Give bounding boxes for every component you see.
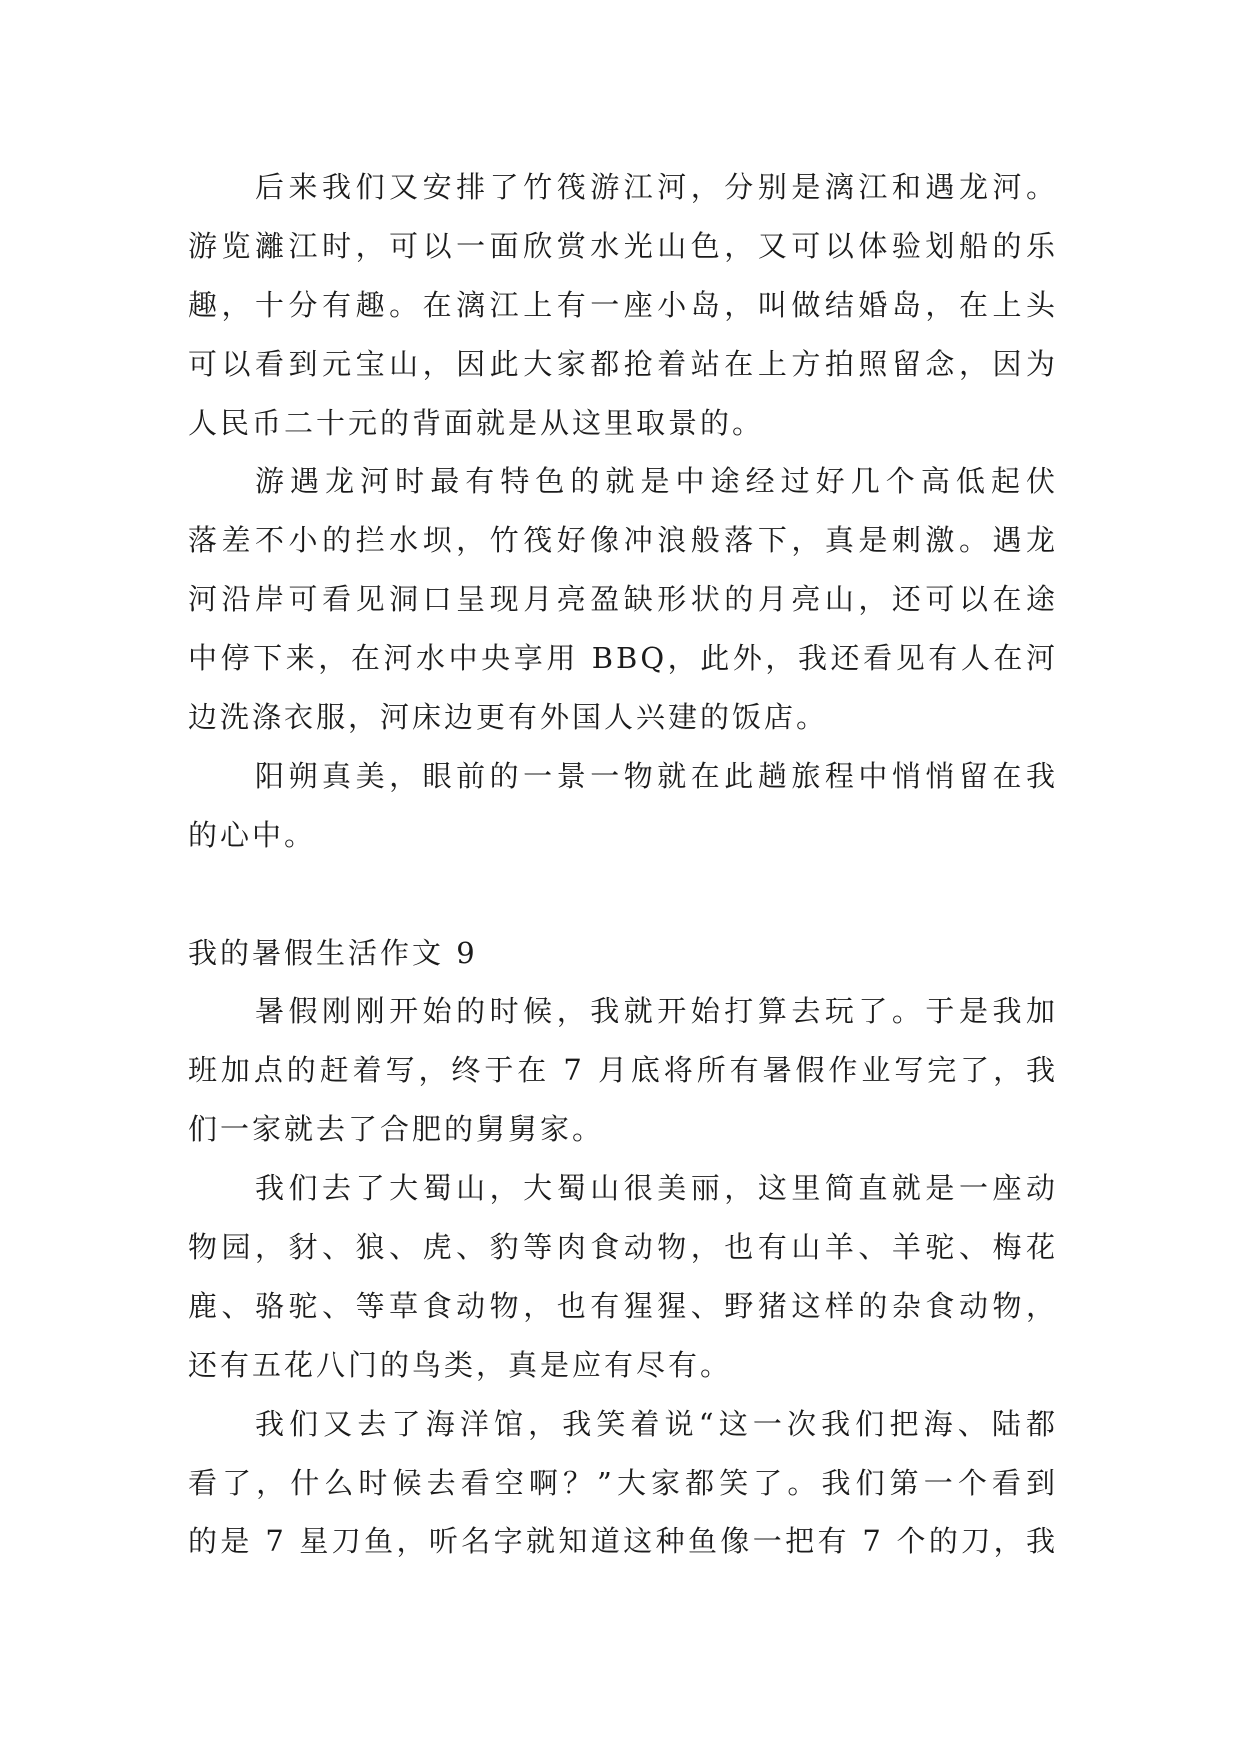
text-line: 中停下来，在河水中央享用 BBQ，此外，我还看见有人在河 [188,641,1058,676]
text-line: 游遇龙河时最有特色的就是中途经过好几个高低起伏 [255,464,1058,499]
paragraph [188,1159,1058,1395]
text-line: 们一家就去了合肥的舅舅家。 [188,1112,605,1147]
text-line: 趣，十分有趣。在漓江上有一座小岛，叫做结婚岛，在上头 [188,287,1058,322]
text-line: 的心中。 [188,817,317,852]
section-title: 我的暑假生活作文 9 [188,935,478,970]
text-line: 可以看到元宝山，因此大家都抢着站在上方拍照留念，因为 [188,346,1058,381]
paragraph [188,982,1058,1159]
text-line: 看了，什么时候去看空啊？”大家都笑了。我们第一个看到 [188,1465,1058,1500]
text-line: 后来我们又安排了竹筏游江河，分别是漓江和遇龙河。 [255,170,1058,204]
text-line: 鹿、骆驼、等草食动物，也有猩猩、野猪这样的杂食动物， [188,1288,1058,1323]
blank-line [188,865,1058,924]
text-line: 的是 7 星刀鱼，听名字就知道这种鱼像一把有 7 个的刀，我 [188,1524,1058,1559]
text-line: 阳朔真美，眼前的一景一物就在此趟旅程中悄悄留在我 [255,758,1058,793]
paragraph [188,747,1058,865]
text-line: 班加点的赶着写，终于在 7 月底将所有暑假作业写完了，我 [188,1053,1058,1088]
text-line: 物园，豺、狼、虎、豹等肉食动物，也有山羊、羊驼、梅花 [188,1230,1058,1265]
text-line: 暑假刚刚开始的时候，我就开始打算去玩了。于是我加 [255,994,1058,1029]
text-line: 人民币二十元的背面就是从这里取景的。 [188,405,765,440]
paragraph [188,158,1058,452]
text-line: 我们去了大蜀山，大蜀山很美丽，这里简直就是一座动 [255,1171,1058,1206]
text-line: 我们又去了海洋馆，我笑着说“这一次我们把海、陆都 [255,1406,1058,1441]
text-line: 落差不小的拦水坝，竹筏好像冲浪般落下，真是刺激。遇龙 [188,523,1058,558]
text-line: 河沿岸可看见洞口呈现月亮盈缺形状的月亮山，还可以在途 [188,582,1058,617]
text-line: 游览灕江时，可以一面欣赏水光山色，又可以体验划船的乐 [188,228,1058,263]
text-line: 还有五花八门的鸟类，真是应有尽有。 [188,1347,733,1382]
paragraph [188,452,1058,746]
text-line: 边洗涤衣服，河床边更有外国人兴建的饭店。 [188,700,829,735]
document-body [188,158,1058,1571]
paragraph [188,1395,1058,1572]
